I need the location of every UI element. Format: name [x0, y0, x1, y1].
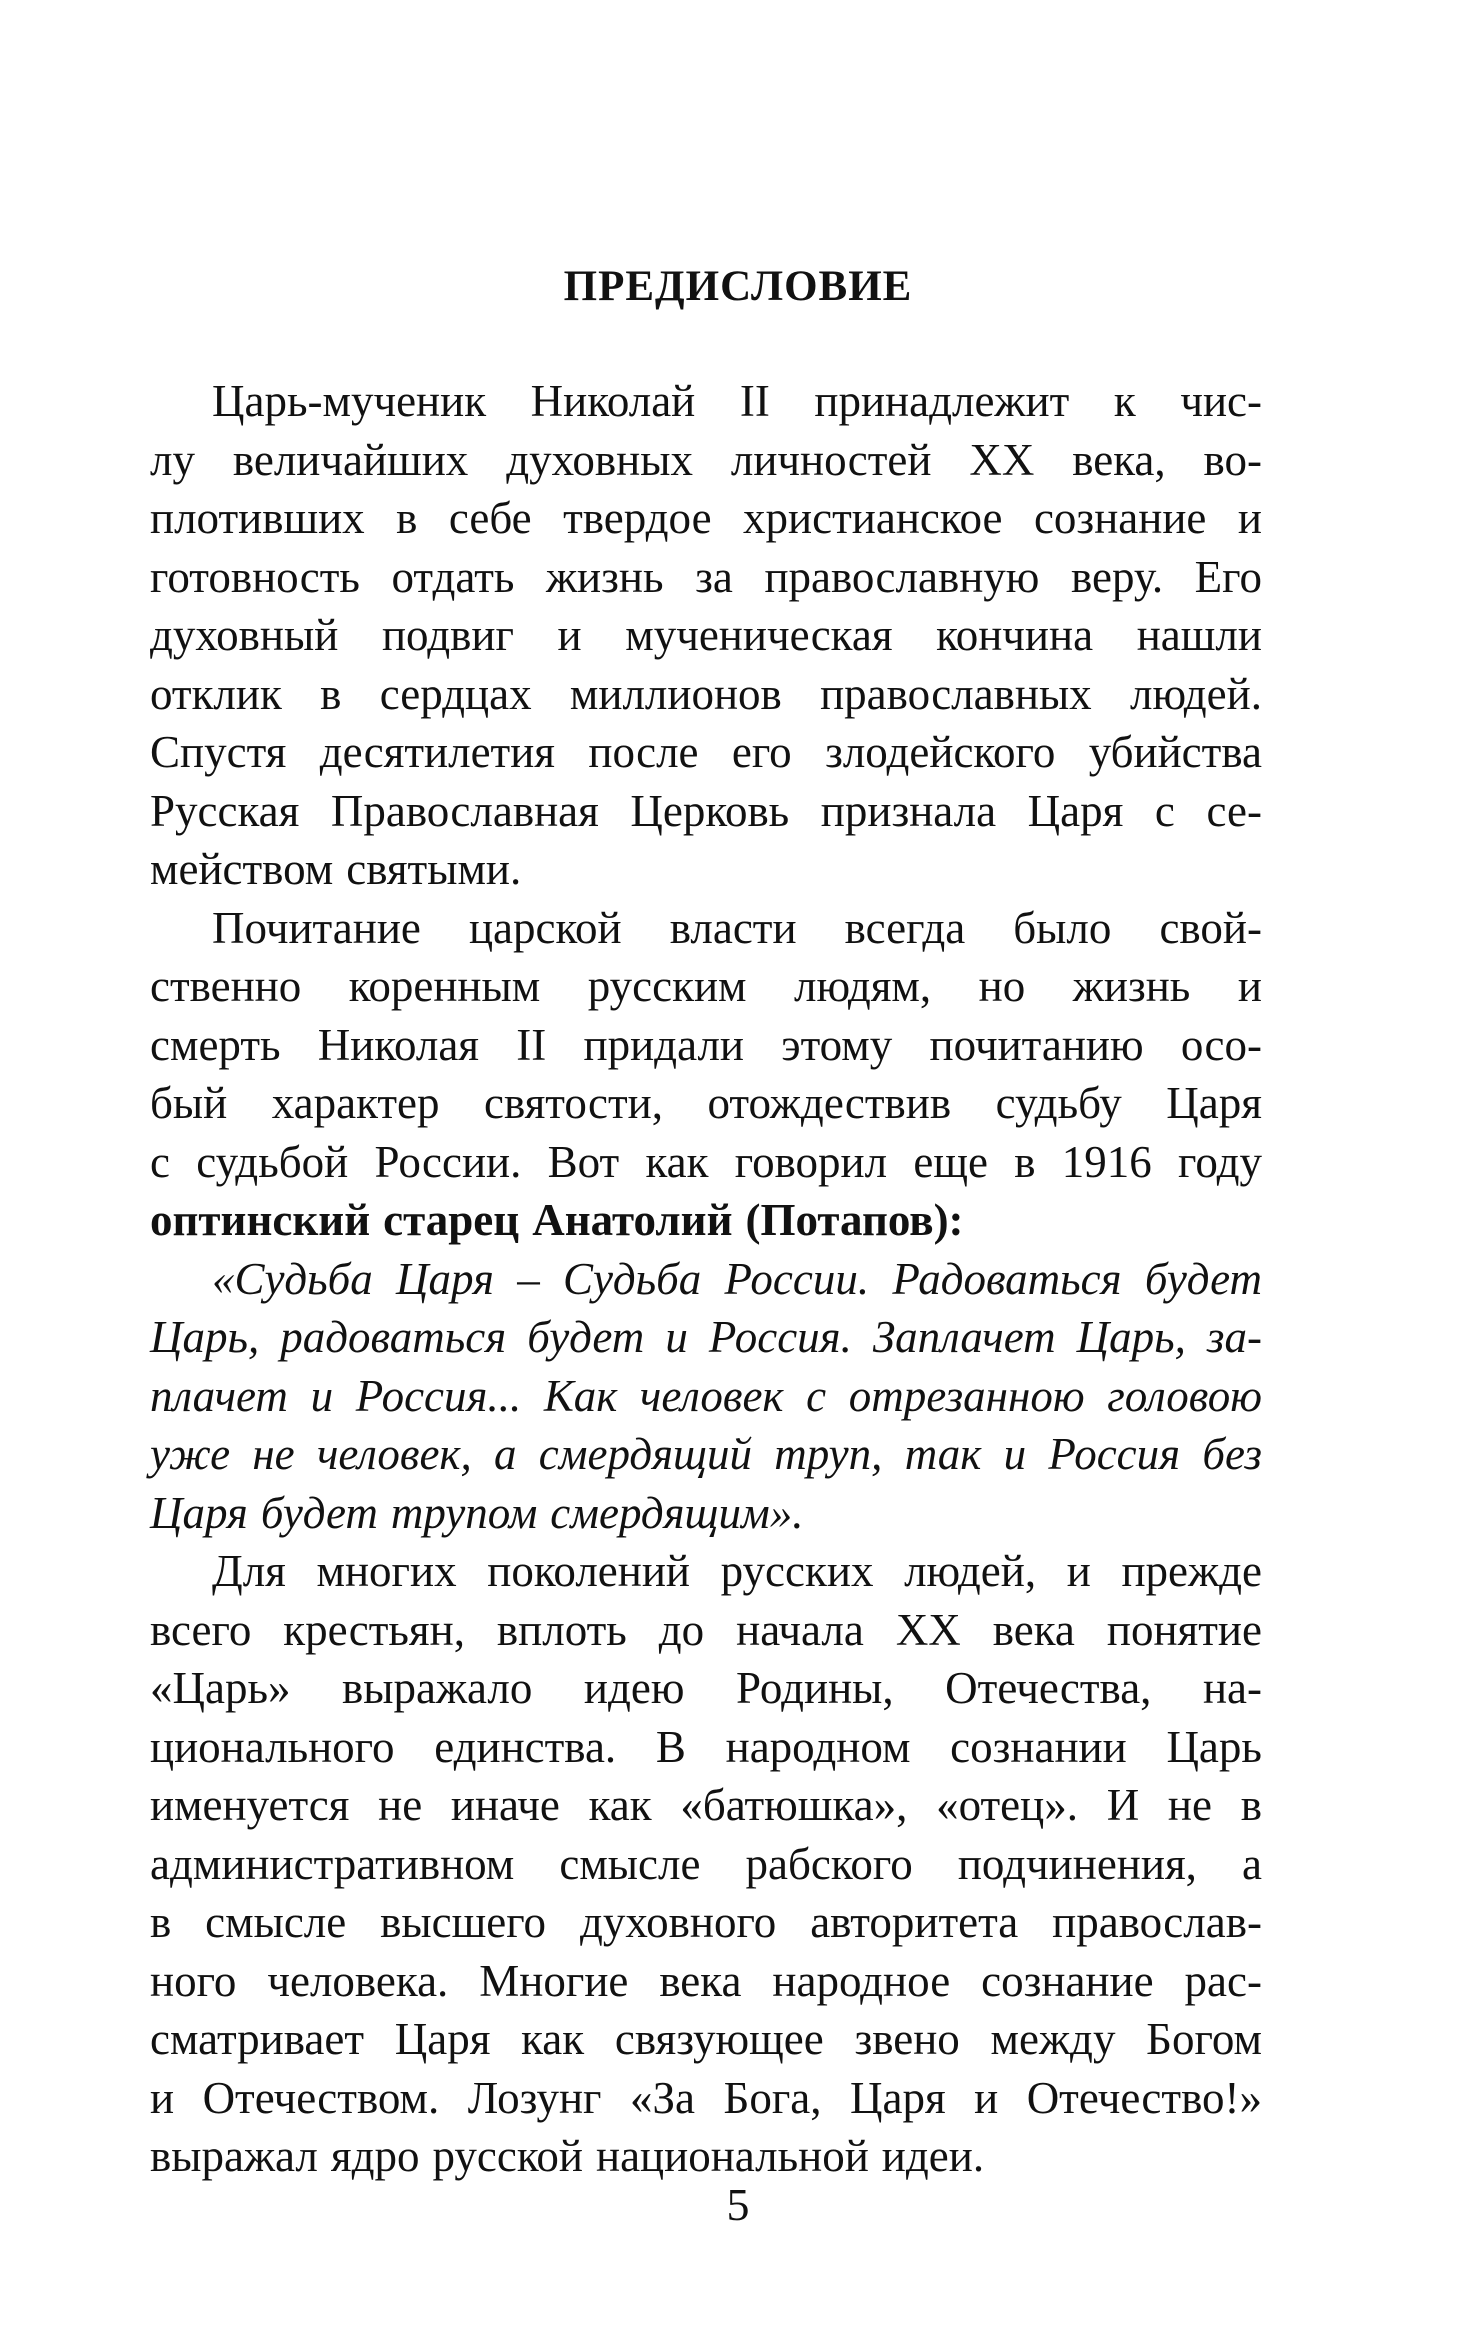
- text-line: ционального единства. В народном сознании Царь: [150, 1721, 1262, 1772]
- text-line: «Царь» выражало идею Родины, Отечества, на-: [150, 1663, 1262, 1713]
- text-line: плотивших в себе твердое христианское сознание и: [150, 493, 1262, 543]
- text-line: Русская Православная Церковь признала Царя с се-: [150, 785, 1262, 836]
- text-line: всего крестьян, вплоть до начала XX века понятие: [150, 1604, 1262, 1655]
- text-line: сматривает Царя как связующее звено между Богом: [150, 2014, 1262, 2064]
- text-line: в смысле высшего духовного авторитета православ-: [150, 1897, 1262, 1947]
- text-line: духовный подвиг и мученическая кончина нашли: [150, 610, 1262, 660]
- text-line: именуется не иначе как «батюшка», «отец». И не в: [150, 1780, 1262, 1830]
- text-line: уже не человек, а смердящий труп, так и Россия без: [150, 1429, 1262, 1479]
- text-line: «Судьба Царя – Судьба России. Радоваться будет: [212, 1253, 1262, 1304]
- text-line: мейством святыми.: [150, 844, 522, 894]
- text-line: отклик в сердцах миллионов православных людей.: [150, 668, 1262, 719]
- text-line: Для многих поколений русских людей, и прежде: [212, 1546, 1262, 1596]
- text-line: Царь-мученик Николай II принадлежит к чис-: [212, 376, 1262, 426]
- text-line: Царя будет трупом смердящим».: [150, 1487, 804, 1538]
- text-line: бый характер святости, отождествив судьбу Царя: [150, 1078, 1262, 1128]
- text-line: оптинский старец Анатолий (Потапов):: [150, 1195, 964, 1245]
- page-number: 5: [726, 2179, 750, 2230]
- text-line: ственно коренным русским людям, но жизнь и: [150, 961, 1262, 1011]
- text-line: смерть Николая II придали этому почитанию осо-: [150, 1019, 1262, 1070]
- text-line: плачет и Россия... Как человек с отрезанною головою: [150, 1370, 1262, 1421]
- text-line: Царь, радоваться будет и Россия. Заплачет Царь, за-: [150, 1312, 1262, 1362]
- page-title: ПРЕДИСЛОВИЕ: [563, 263, 913, 310]
- text-line: с судьбой России. Вот как говорил еще в 1916 году: [150, 1136, 1262, 1187]
- text-line: готовность отдать жизнь за православную веру. Его: [150, 551, 1262, 602]
- text-line: и Отечеством. Лозунг «За Бога, Царя и Отечество!»: [150, 2072, 1262, 2123]
- text-line: ного человека. Многие века народное сознание рас-: [150, 1955, 1262, 2006]
- text-line: Почитание царской власти всегда было свой-: [212, 902, 1262, 953]
- text-line: лу величайших духовных личностей XX века, во-: [150, 434, 1262, 485]
- text-line: выражал ядро русской национальной идеи.: [150, 2131, 985, 2181]
- body-text: [150, 372, 1262, 2186]
- text-line: административном смысле рабского подчинения, а: [150, 1838, 1262, 1889]
- text-line: Спустя десятилетия после его злодейского убийства: [150, 727, 1262, 777]
